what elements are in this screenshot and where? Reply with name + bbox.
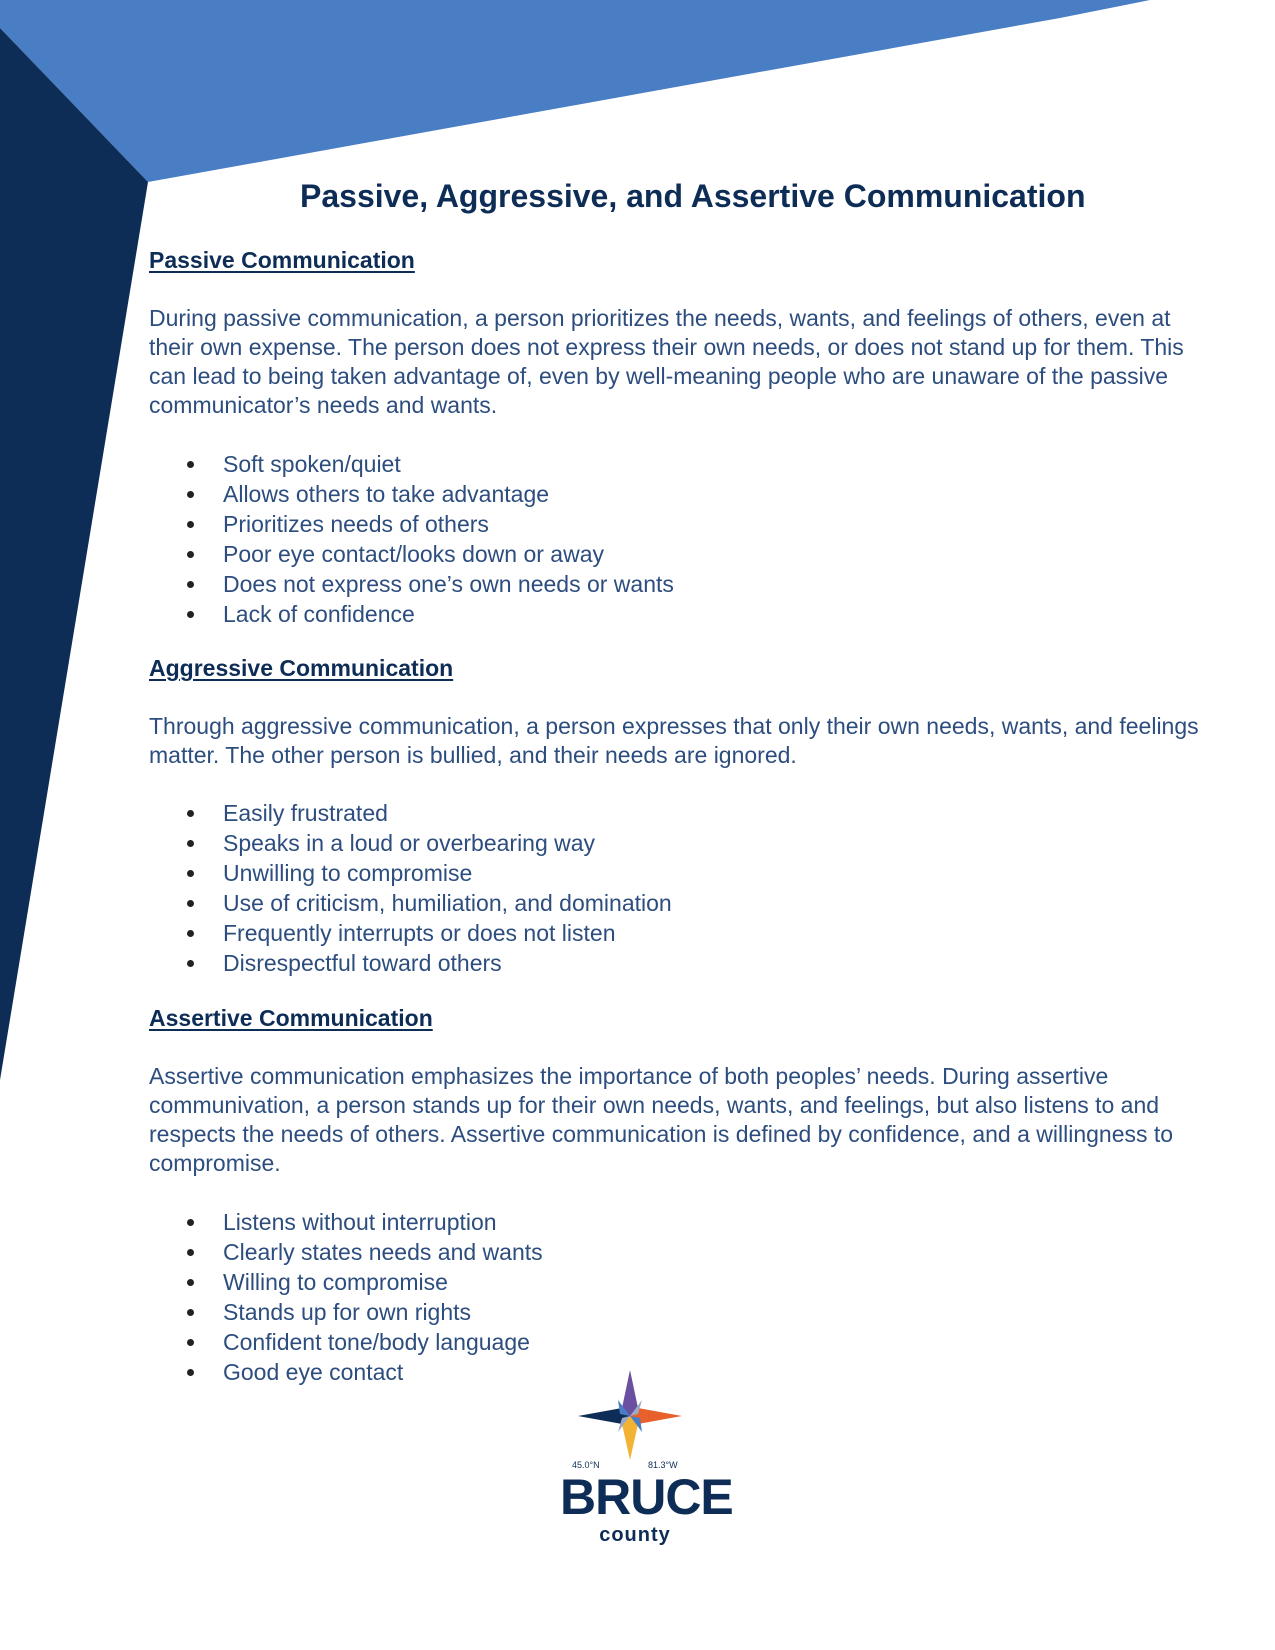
latitude-label: 45.0°N — [572, 1460, 600, 1470]
list-item: Confident tone/body language — [149, 1327, 543, 1357]
bullet-icon — [187, 1279, 194, 1286]
bullet-icon — [187, 461, 194, 468]
list-item: Poor eye contact/looks down or away — [149, 539, 674, 569]
bullet-list-aggressive — [149, 798, 672, 978]
section-heading-passive: Passive Communication — [149, 247, 415, 273]
bullet-icon — [187, 930, 194, 937]
compass-star-icon — [560, 1370, 710, 1470]
bullet-icon — [187, 1309, 194, 1316]
longitude-label: 81.3°W — [648, 1460, 678, 1470]
bullet-icon — [187, 1249, 194, 1256]
logo-subtitle: county — [599, 1524, 671, 1546]
list-item: Easily frustrated — [149, 798, 672, 828]
page-title: Passive, Aggressive, and Assertive Communication — [300, 178, 1086, 214]
bullet-list-passive — [149, 449, 674, 629]
bullet-list-assertive — [149, 1207, 543, 1387]
section-body-aggressive: Through aggressive communication, a person expresses that only their own needs, wants, and feelings matter. The other person is bullied, and their needs are ignored. — [149, 713, 1199, 768]
list-item: Frequently interrupts or does not listen — [149, 918, 672, 948]
bullet-icon — [187, 521, 194, 528]
list-item: Does not express one’s own needs or wants — [149, 569, 674, 599]
bullet-icon — [187, 551, 194, 558]
list-item: Stands up for own rights — [149, 1297, 543, 1327]
logo-wordmark: BRUCE — [560, 1469, 733, 1525]
bullet-icon — [187, 960, 194, 967]
bullet-icon — [187, 810, 194, 817]
section-body-assertive: Assertive communication emphasizes the importance of both peoples’ needs. During assertive communivation, a person stands up for their own needs, wants, and feelings, but also listens to and respects the needs of others. Assertive communication is defined by confidence, and a willingness to compromise. — [149, 1063, 1174, 1176]
list-item: Prioritizes needs of others — [149, 509, 674, 539]
light-blue-banner — [0, 0, 1150, 182]
list-item: Disrespectful toward others — [149, 948, 672, 978]
list-item: Good eye contact — [149, 1357, 543, 1387]
list-item: Clearly states needs and wants — [149, 1237, 543, 1267]
bullet-icon — [187, 1339, 194, 1346]
navy-sidebar — [0, 28, 148, 1080]
bullet-icon — [187, 491, 194, 498]
section-body-passive: During passive communication, a person prioritizes the needs, wants, and feelings of others, even at their own expense. The person does not express their own needs, or does not stand up for them. This can lead to being taken advantage of, even by well-meaning people who are unaware of the passive communicator’s needs and wants. — [149, 305, 1184, 418]
list-item: Listens without interruption — [149, 1207, 543, 1237]
section-heading-aggressive: Aggressive Communication — [149, 655, 454, 681]
list-item: Lack of confidence — [149, 599, 674, 629]
section-heading-assertive: Assertive Communication — [149, 1005, 433, 1031]
bullet-icon — [187, 611, 194, 618]
bullet-icon — [187, 581, 194, 588]
list-item: Willing to compromise — [149, 1267, 543, 1297]
bullet-icon — [187, 1369, 194, 1376]
list-item: Speaks in a loud or overbearing way — [149, 828, 672, 858]
bullet-icon — [187, 870, 194, 877]
list-item: Allows others to take advantage — [149, 479, 674, 509]
list-item: Unwilling to compromise — [149, 858, 672, 888]
bullet-icon — [187, 1219, 194, 1226]
bruce-county-logo — [560, 1370, 733, 1560]
list-item: Soft spoken/quiet — [149, 449, 674, 479]
bullet-icon — [187, 900, 194, 907]
list-item: Use of criticism, humiliation, and domination — [149, 888, 672, 918]
bullet-icon — [187, 840, 194, 847]
